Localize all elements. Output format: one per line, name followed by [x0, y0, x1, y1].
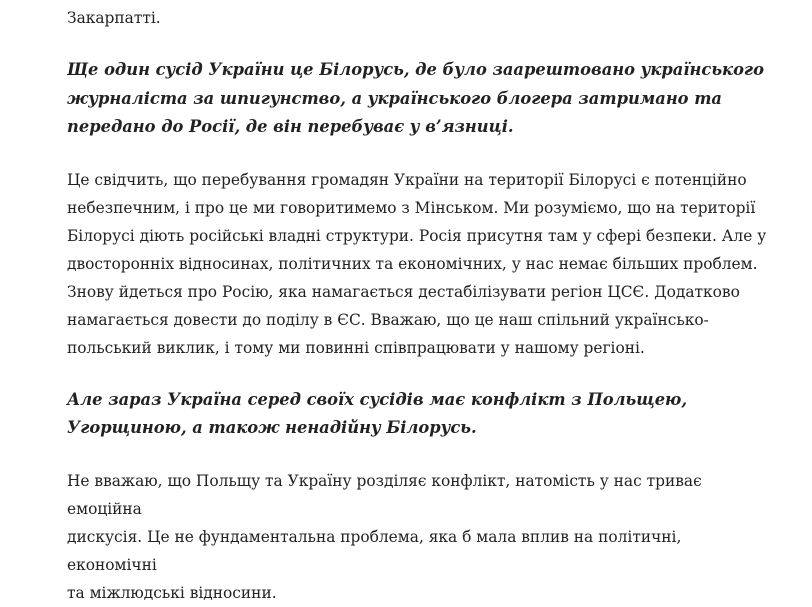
interview-answer-2: Не вважаю, що Польщу та Україну розділяє конфлікт, натомість у нас триває емоційна дискусія. Це не фундаментальна проблема, яка б мала вплив на політичні, економічні та міжлюдські відносини. — [67, 471, 702, 602]
interview-question-2: Але зараз Україна серед своїх сусідів має конфлікт з Польщею, Угорщиною, а також ненадійну Білорусь. — [67, 389, 688, 437]
interview-answer-1: Це свідчить, що перебування громадян України на території Білорусі є потенційно небезпечним, і про це ми говоритимемо з Мінськом. Ми розуміємо, що на території Білорусі діють російські владні структури. Росія присутня там у сфері безпеки. Але у двосторонніх відносинах, політичних та економічних, у нас немає більших проблем. Знову йдеться про Росію, яка намагається дестабілізувати регіон ЦСЄ. Додатково намагається довести до поділу в ЄС. Вважаю, що це наш спільний українсько- польський виклик, і тому ми повинні співпрацювати у нашому регіоні. — [67, 170, 767, 357]
interview-question-1: Ще один сусід України це Білорусь, де було заарештовано українського журналіста за шпигунство, а українського блогера затримано та передано до Росії, де він перебуває у в’язниці. — [67, 60, 764, 136]
article-body — [67, 4, 767, 607]
paragraph-intro-tail: Закарпатті. — [67, 9, 161, 27]
